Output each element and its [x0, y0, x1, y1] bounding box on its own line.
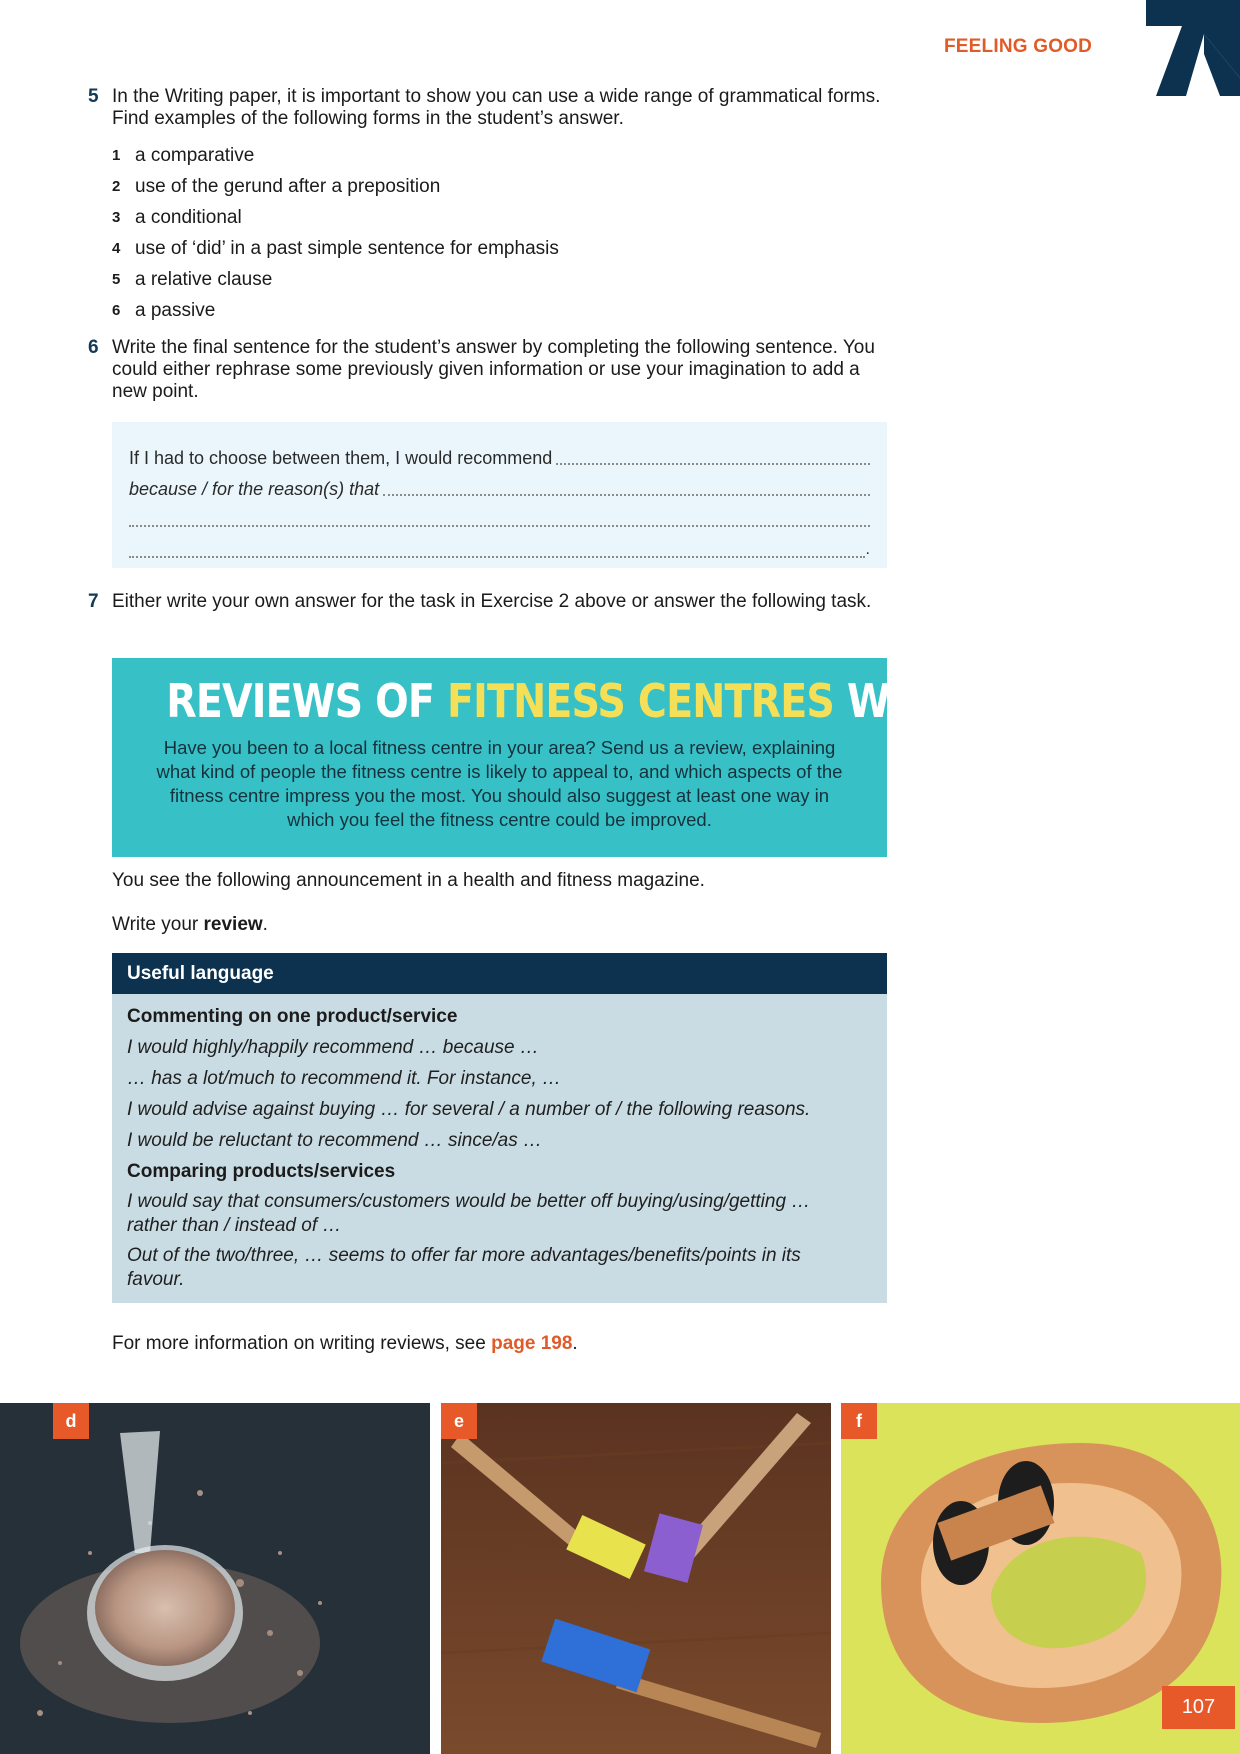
answer-blank[interactable]	[129, 538, 865, 558]
exercise-5	[88, 86, 888, 326]
phrase-line: I would be reluctant to recommend … since/as …	[127, 1130, 543, 1151]
exercise-instruction: In the Writing paper, it is important to show you can use a wide range of grammatical forms. Find examples of the following forms in the student’s answer.	[112, 86, 881, 129]
phrase-line: I would advise against buying … for several / a number of / the following reasons.	[127, 1099, 811, 1120]
sentence-completion-box	[112, 422, 887, 568]
photo-tag: e	[441, 1403, 477, 1439]
list-item: 6 a passive	[112, 299, 216, 321]
completion-line	[129, 500, 870, 531]
exercise-7	[88, 591, 888, 613]
phrase-line: I would say that consumers/customers would be better off buying/using/getting … rather than / instead of …	[127, 1191, 811, 1236]
photo-toothbrushes	[441, 1403, 831, 1754]
list-item: 5 a relative clause	[112, 268, 273, 290]
phrase-line: I would highly/happily recommend … because …	[127, 1037, 539, 1058]
grammar-forms-list	[112, 140, 888, 326]
context-text: You see the following announcement in a health and fitness magazine.	[112, 870, 705, 891]
phrase-group-title: Commenting on one product/service	[127, 1006, 458, 1027]
exercise-instruction: Write the final sentence for the student’s answer by completing the following sentence. You could either rephrase some previously given information or use your imagination to add a new point.	[112, 337, 875, 402]
list-item: 3 a conditional	[112, 206, 242, 228]
announcement-body: Have you been to a local fitness centre in your area? Send us a review, explaining what kind of people the fitness centre is likely to appeal to, and which aspects of the fitness centre impress you the most. You should also suggest at least one way in which you feel the fitness centre could be improved.	[156, 737, 843, 830]
page-link[interactable]: page 198	[491, 1333, 573, 1354]
useful-language-panel	[112, 953, 887, 1303]
useful-language-heading: Useful language	[112, 953, 887, 994]
photo-protein-powder	[0, 1403, 430, 1754]
answer-blank[interactable]	[556, 445, 870, 465]
phrase-line: Out of the two/three, … seems to offer far more advantages/benefits/points in its favour.	[127, 1245, 801, 1290]
photo-tag: d	[53, 1403, 89, 1439]
completion-line	[129, 438, 870, 469]
exercise-6	[88, 337, 888, 403]
phrase-line: … has a lot/much to recommend it. For instance, …	[127, 1068, 562, 1089]
announcement-title: REVIEWS OF FITNESS CENTRES WANTED	[166, 674, 1035, 728]
exercise-instruction: Either write your own answer for the task in Exercise 2 above or answer the following task.	[112, 591, 872, 612]
sentence-prompt: If I had to choose between them, I would recommend	[129, 448, 553, 468]
answer-blank[interactable]	[383, 476, 870, 496]
exercise-number: 5	[88, 86, 99, 107]
task-instruction: Write your review.	[112, 914, 268, 935]
exercise-number: 6	[88, 337, 99, 358]
photo-tag: f	[841, 1403, 877, 1439]
exercise-number: 7	[88, 591, 99, 612]
answer-blank[interactable]	[129, 507, 870, 527]
unit-7-badge	[1146, 0, 1240, 96]
phrase-group-title: Comparing products/services	[127, 1161, 396, 1182]
announcement-box	[112, 658, 1035, 857]
list-item: 1 a comparative	[112, 144, 255, 166]
page-number: 107	[1162, 1686, 1235, 1729]
completion-line	[129, 469, 870, 500]
list-item: 4 use of ‘did’ in a past simple sentence for emphasis	[112, 237, 559, 259]
list-item: 2 use of the gerund after a preposition	[112, 175, 441, 197]
more-info: For more information on writing reviews, see page 198.	[112, 1333, 578, 1354]
completion-line: .	[129, 531, 870, 562]
section-label: FEELING GOOD	[944, 36, 1093, 57]
sentence-prompt: because / for the reason(s) that	[129, 479, 380, 499]
